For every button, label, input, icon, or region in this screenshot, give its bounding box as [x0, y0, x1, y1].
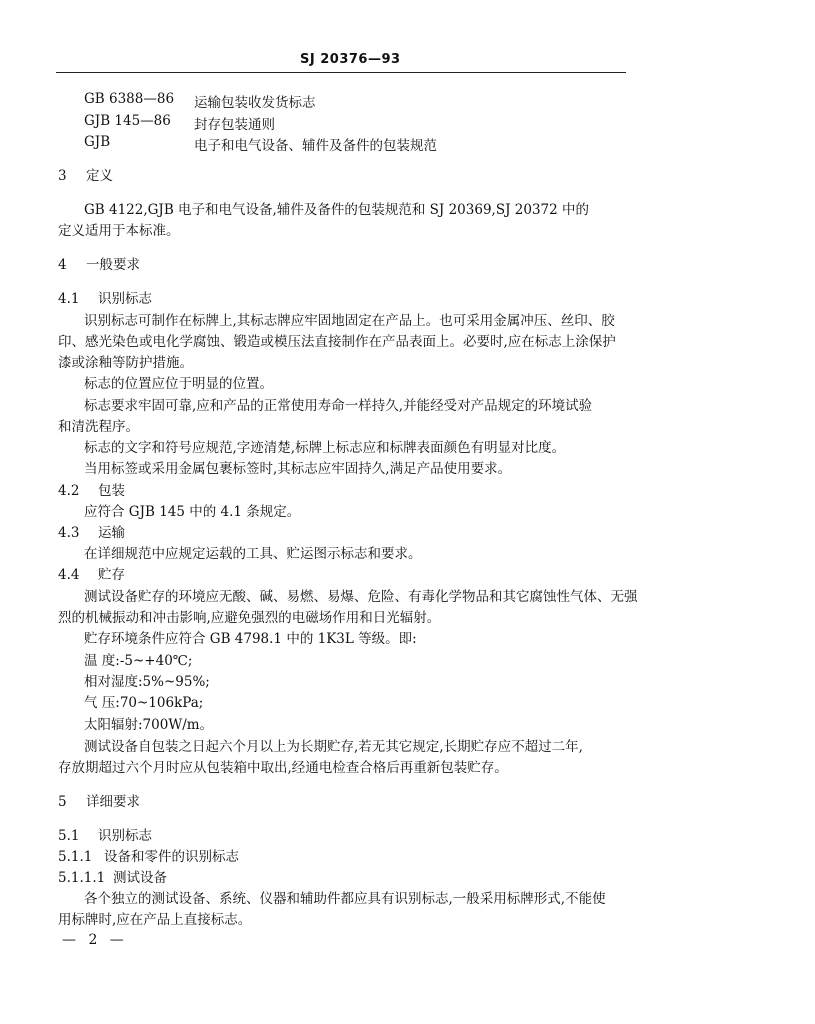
section-heading: [58, 255, 140, 275]
paragraph-line: 烈的机械振动和冲击影响,应避免强烈的电磁场作用和日光辐射。: [58, 610, 441, 626]
section-number: 4.3: [58, 525, 80, 541]
paragraph-line: 识别标志可制作在标牌上,其标志牌应牢固地固定在产品上。也可采用金属冲压、丝印、胶: [84, 313, 615, 329]
section-title: 详细要求: [86, 794, 140, 810]
document-code: SJ 20376—93: [300, 52, 401, 67]
reference-title: 封存包装通则: [194, 117, 275, 133]
subsection-heading: [58, 868, 167, 888]
paragraph-line: 定义适用于本标准。: [58, 223, 180, 239]
section-title: 识别标志: [98, 828, 152, 844]
section-number: 3: [58, 168, 67, 184]
section-number: 4.4: [58, 567, 80, 583]
section-number: 4.2: [58, 483, 80, 499]
section-number: 5.1.1: [58, 849, 93, 865]
subsection-heading: [58, 565, 125, 585]
paragraph-line: 用标牌时,应在产品上直接标志。: [58, 912, 252, 928]
reference-title: 运输包装收发货标志: [194, 95, 316, 111]
section-heading: [58, 792, 140, 812]
paragraph-line: 在详细规范中应规定运载的工具、贮运图示标志和要求。: [84, 546, 422, 562]
section-title: 识别标志: [98, 291, 152, 307]
paragraph-line: 测试设备贮存的环境应无酸、碱、易燃、易爆、危险、有毒化学物品和其它腐蚀性气体、无强: [84, 589, 638, 605]
section-heading: [58, 166, 113, 186]
section-title: 运输: [98, 525, 125, 541]
reference-code: GB 6388—86: [84, 91, 175, 107]
paragraph-line: 各个独立的测试设备、系统、仪器和辅助件都应具有识别标志,一般采用标牌形式,不能使: [84, 891, 606, 907]
section-title: 包装: [98, 483, 125, 499]
section-title: 贮存: [98, 567, 125, 583]
paragraph-line: 标志的文字和符号应规范,字迹清楚,标牌上标志应和标牌表面颜色有明显对比度。: [84, 440, 566, 456]
subsection-heading: [58, 289, 152, 309]
paragraph-line: 应符合 GJB 145 中的 4.1 条规定。: [84, 504, 301, 520]
paragraph-line: 测试设备自包装之日起六个月以上为长期贮存,若无其它规定,长期贮存应不超过二年,: [84, 739, 583, 755]
paragraph-line: GB 4122,GJB 电子和电气设备,辅件及备件的包装规范和 SJ 20369,SJ 20372 中的: [84, 202, 590, 218]
section-title: 定义: [86, 168, 113, 184]
paragraph-line: 漆或涂釉等防护措施。: [58, 355, 193, 371]
paragraph-line: 和清洗程序。: [58, 419, 139, 435]
section-title: 设备和零件的识别标志: [104, 849, 239, 865]
paragraph-line: 当用标签或采用金属包裹标签时,其标志应牢固持久,满足产品使用要求。: [84, 461, 512, 477]
subsection-heading: [58, 523, 125, 543]
section-title: 测试设备: [113, 870, 167, 886]
subsection-heading: [58, 826, 152, 846]
paragraph-line: 印、感光染色或电化学腐蚀、锻造或模压法直接制作在产品表面上。必要时,应在标志上涂保护: [58, 334, 616, 350]
paragraph-line: 标志的位置应位于明显的位置。: [84, 376, 273, 392]
condition-temperature: 温 度:-5~+40℃;: [84, 653, 193, 669]
paragraph-line: 贮存环境条件应符合 GB 4798.1 中的 1K3L 等级。即:: [84, 631, 417, 647]
page-number: — 2 —: [62, 932, 128, 948]
section-number: 4.1: [58, 291, 80, 307]
section-number: 5: [58, 794, 67, 810]
subsection-heading: [58, 847, 239, 867]
section-number: 5.1: [58, 828, 80, 844]
reference-title: 电子和电气设备、辅件及备件的包装规范: [194, 138, 437, 154]
section-number: 5.1.1.1: [58, 870, 106, 886]
section-number: 4: [58, 257, 67, 273]
reference-code: GJB 145—86: [84, 113, 171, 129]
section-title: 一般要求: [86, 257, 140, 273]
condition-humidity: 相对湿度:5%~95%;: [84, 674, 210, 690]
condition-solar: 太阳辐射:700W/m。: [84, 717, 214, 733]
paragraph-line: 标志要求牢固可靠,应和产品的正常使用寿命一样持久,并能经受对产品规定的环境试验: [84, 398, 593, 414]
paragraph-line: 存放期超过六个月时应从包装箱中取出,经通电检查合格后再重新包装贮存。: [58, 760, 508, 776]
header-divider: [56, 72, 626, 73]
reference-code: GJB: [84, 134, 111, 150]
subsection-heading: [58, 481, 125, 501]
condition-pressure: 气 压:70~106kPa;: [84, 695, 204, 711]
